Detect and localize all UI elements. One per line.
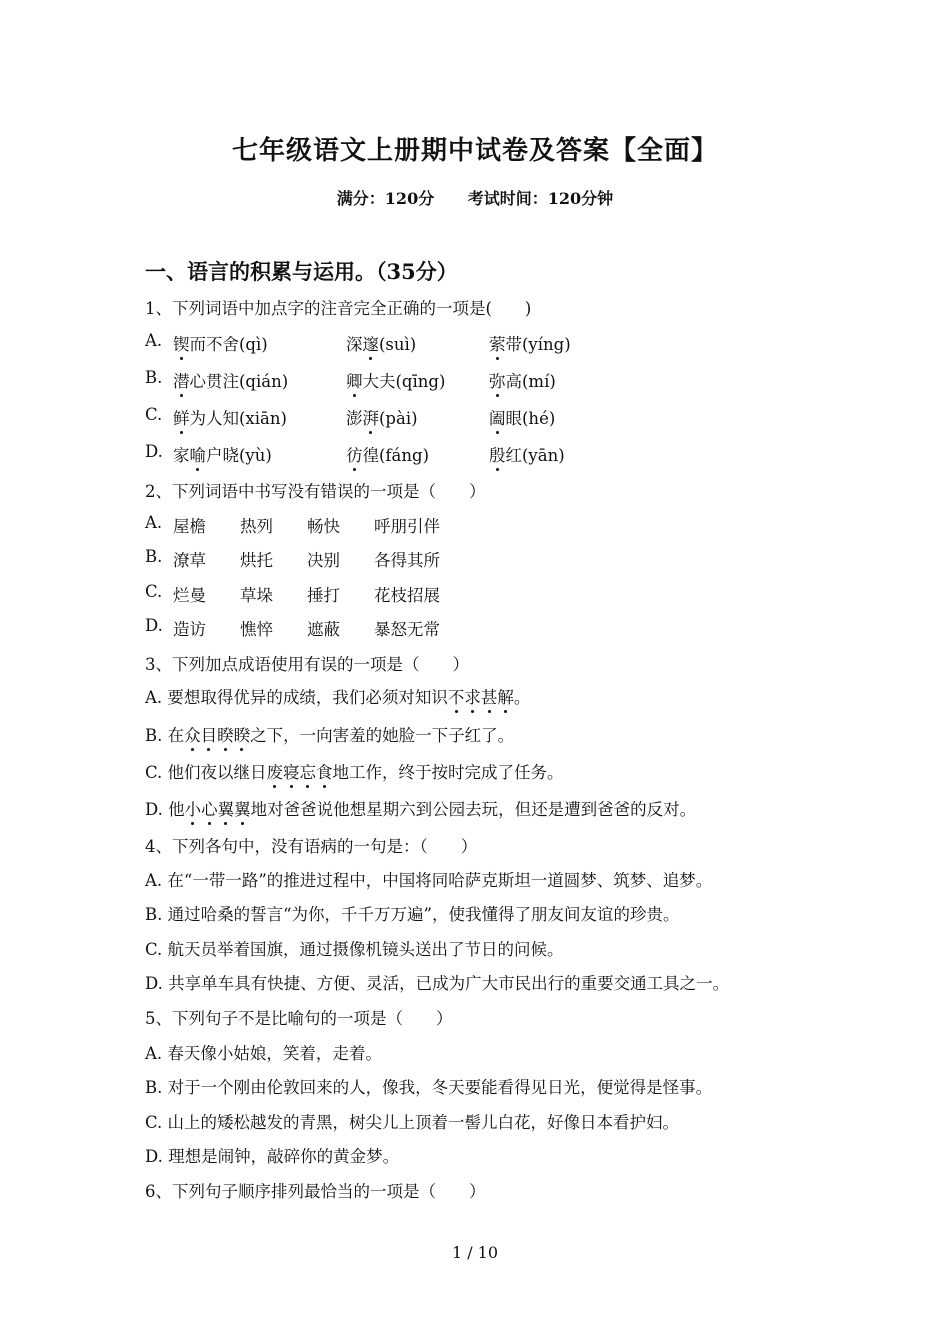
dotted-idiom: 不求甚解 xyxy=(448,688,514,707)
question-1-option-c: C. 鲜为人知(xiān) 澎湃(pài) 阖眼(hé) xyxy=(145,405,556,428)
dotted-idiom: 小心翼翼 xyxy=(185,800,251,819)
question-5-option-d: D. 理想是闹钟，敲碎你的黄金梦。 xyxy=(145,1147,400,1166)
question-4-option-a: A. 在“一带一路”的推进过程中，中国将同哈萨克斯坦一道圆梦、筑梦、追梦。 xyxy=(145,871,713,890)
question-4-option-c: C. 航天员举着国旗，通过摄像机镜头送出了节日的问候。 xyxy=(145,940,564,959)
question-1-option-a: A. 锲而不舍(qì) 深邃(suì) 萦带(yíng) xyxy=(145,331,571,354)
question-1-option-d: D. 家喻户晓(yù) 彷徨(fáng) 殷红(yān) xyxy=(145,442,565,465)
full-score: 满分：120分 xyxy=(336,189,435,208)
exam-time: 考试时间：120分钟 xyxy=(467,189,614,208)
page-title: 七年级语文上册期中试卷及答案【全面】 xyxy=(231,136,718,166)
question-2-option-d: D. 造访 憔悴 遮蔽 暴怒无常 xyxy=(145,616,440,639)
question-3-option-c: C. 他们夜以继日废寝忘食地工作，终于按时完成了任务。 xyxy=(145,759,564,783)
exam-info xyxy=(0,186,950,209)
question-2-option-b: B. 潦草 烘托 决别 各得其所 xyxy=(145,547,440,570)
dotted-idiom: 众目睽睽 xyxy=(184,726,250,745)
question-5-option-b: B. 对于一个刚由伦敦回来的人，像我，冬天要能看得见日光，便觉得是怪事。 xyxy=(145,1078,713,1097)
question-6-stem: 6、下列句子顺序排列最恰当的一项是（ ） xyxy=(145,1182,486,1201)
section-heading: 一、语言的积累与运用。（35分） xyxy=(145,259,458,284)
question-4-option-b: B. 通过哈桑的誓言“为你，千千万万遍”，使我懂得了朋友间友谊的珍贵。 xyxy=(145,905,680,924)
question-2-stem: 2、下列词语中书写没有错误的一项是（ ） xyxy=(145,482,486,501)
question-2-option-a: A. 屋檐 热列 畅快 呼朋引伴 xyxy=(145,513,440,536)
question-4-option-d: D. 共享单车具有快捷、方便、灵活，已成为广大市民出行的重要交通工具之一。 xyxy=(145,974,730,993)
question-5-stem: 5、下列句子不是比喻句的一项是（ ） xyxy=(145,1009,453,1028)
question-2-option-c: C. 烂曼 草垛 捶打 花枝招展 xyxy=(145,582,440,605)
question-5-option-c: C. 山上的矮松越发的青黑，树尖儿上顶着一髻儿白花，好像日本看护妇。 xyxy=(145,1113,680,1132)
question-4-stem: 4、下列各句中，没有语病的一句是：（ ） xyxy=(145,837,478,856)
dotted-idiom: 废寝忘食 xyxy=(267,763,333,782)
question-3-option-a: A. 要想取得优异的成绩，我们必须对知识不求甚解。 xyxy=(145,684,530,708)
page-number: 1 / 10 xyxy=(451,1243,499,1262)
question-3-stem: 3、下列加点成语使用有误的一项是（ ） xyxy=(145,655,469,674)
question-3-option-b: B. 在众目睽睽之下，一向害羞的她脸一下子红了。 xyxy=(145,722,514,746)
question-3-option-d: D. 他小心翼翼地对爸爸说他想星期六到公园去玩，但还是遭到爸爸的反对。 xyxy=(145,796,696,820)
question-1-option-b: B. 潜心贯注(qián) 卿大夫(qīng) 弥高(mí) xyxy=(145,368,556,391)
question-5-option-a: A. 春天像小姑娘，笑着，走着。 xyxy=(145,1044,382,1063)
question-1-stem: 1、下列词语中加点字的注音完全正确的一项是( ) xyxy=(145,299,532,318)
